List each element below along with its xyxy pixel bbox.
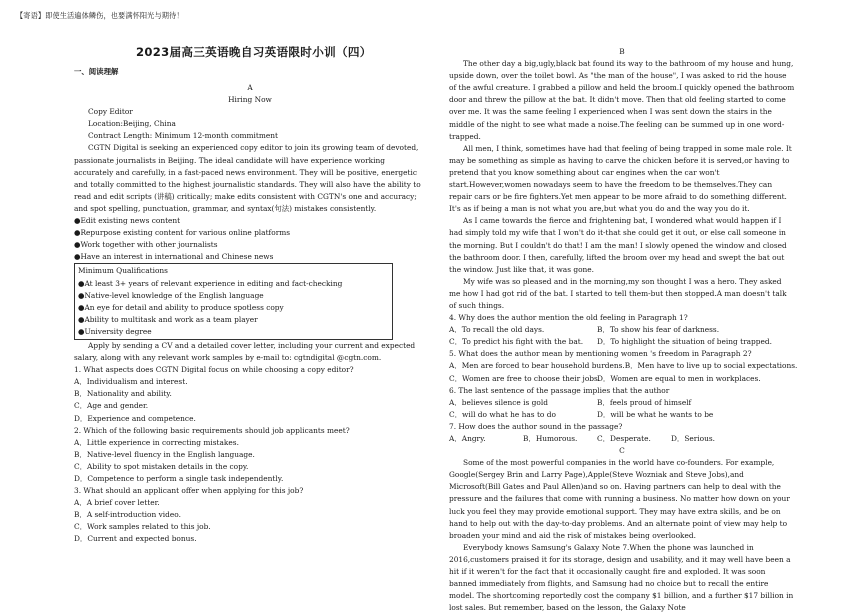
duty-item: ●Edit existing news content — [74, 216, 181, 226]
passage-b — [449, 46, 798, 614]
qualifications-title: Minimum Qualifications — [78, 266, 168, 276]
option: A．believes silence is gold — [449, 397, 548, 407]
section-heading: 一、阅读理解 — [74, 67, 119, 76]
page-title: 2023届高三英语晚自习英语限时小训（四） — [136, 45, 372, 59]
question-7 — [449, 421, 795, 445]
question-5 — [449, 348, 798, 384]
question-6 — [449, 385, 795, 421]
option: C．Desperate. — [597, 434, 651, 443]
option-row — [449, 324, 795, 336]
option: D．Experience and competence. — [74, 413, 196, 423]
duty-item: ●Have an interest in international and Chinese news — [74, 252, 274, 262]
duty-item: ●Work together with other journalists — [74, 240, 218, 250]
option-row — [449, 409, 795, 421]
question-stem: 7. How does the author sound in the passage? — [449, 421, 623, 431]
passage-b-paragraph: As I came towards the fierce and frightening bat, I wondered what would happen if I had simply told my wife that I won't do it-that she could get it out, or else call someone in the morning. But I couldn't do that! I am the man! I slowly opened the window and closed the bathroom door. I then, carefully, lifted the broom over my head and swept the bat out the window. Just like that, it was gone. — [449, 216, 787, 274]
question-stem: 6. The last sentence of the passage implies that the author — [449, 385, 670, 395]
option-row — [449, 397, 795, 409]
option-row — [449, 336, 795, 348]
option: A．Men are forced to bear household burdens. — [449, 361, 625, 371]
question-stem: 5. What does the author mean by mentioning women 's freedom in Paragraph 2? — [449, 349, 752, 359]
option: B．A self-introduction video. — [74, 510, 181, 520]
question-stem: 2. Which of the following basic requirements should job applicants meet? — [74, 425, 350, 435]
question-stem: 1. What aspects does CGTN Digital focus on while choosing a copy editor? — [74, 365, 354, 375]
option-row — [449, 360, 798, 372]
passage-b-label: B — [619, 47, 625, 56]
passage-a — [74, 82, 426, 546]
option: B．feels proud of himself — [597, 397, 692, 407]
question-stem: 4. Why does the author mention the old feeling in Paragraph 1? — [449, 313, 688, 323]
option: C．will do what he has to do — [449, 409, 556, 419]
header-note: 【寄语】即使生活遍体鳞伤，也要满怀阳光与期待！ — [16, 11, 184, 20]
passage-c-paragraph: Some of the most powerful companies in the world have co-founders. For example, Google(Sergey Brin and Larry Page),Apple(Steve Wozniak and Steve Jobs),and Microsoft(Bill Gates and Paul Allen)and so on. Having partners can help to deal with the pressure and the failures that come with running a business. No matter how down on your luck you feel they may provide emotional support. They may have extra skills, and be on hand to help out with the day-to-day problems. And an alternate point of view may help to broaden your mind and aid the risk of mistakes being overlooked. — [449, 458, 790, 540]
option: B．Nationality and ability. — [74, 389, 172, 399]
question-1 — [74, 364, 426, 424]
option: D．will be what he wants to be — [597, 409, 714, 419]
option: D．Competence to perform a single task independently. — [74, 474, 284, 483]
passage-a-label: A — [247, 83, 253, 92]
option: A．Little experience in correcting mistakes. — [74, 437, 239, 447]
option: A．Individualism and interest. — [74, 377, 188, 387]
qualifications-box — [74, 263, 393, 340]
option-row — [449, 433, 795, 445]
passage-a-heading: Hiring Now — [228, 95, 272, 105]
option: B．Men have to live up to social expectations. — [624, 361, 798, 371]
duty-item: ●Repurpose existing content for various online platforms — [74, 228, 291, 238]
option: D．Serious. — [671, 434, 716, 443]
option: A．To recall the old days. — [449, 325, 545, 335]
option: C．To predict his fight with the bat. — [449, 337, 584, 347]
location-line: Location:Beijing, China — [88, 119, 176, 129]
job-title-line: Copy Editor — [88, 107, 133, 117]
passage-a-intro: CGTN Digital is seeking an experienced copy editor to join its growing team of devoted, passionate journalists in Beijing. The ideal candidate will have experience working accurately and carefully, in a fast-paced news environment. They will be positive, energetic and totally committed to the highest journalistic standards. They will also have the ability to read and edit scripts (讲稿) critically; make edits consistent with CGTN's one and accuracy; and spot spelling, punctuation, grammar, and syntax(句法) mistakes consistently. — [74, 143, 421, 213]
option-row — [449, 373, 795, 385]
option: D．Women are equal to men in workplaces. — [597, 373, 761, 383]
option: B．Humorous. — [523, 434, 578, 443]
question-3 — [74, 485, 426, 545]
passage-c-paragraph: Everybody knows Samsung's Galaxy Note 7.When the phone was launched in 2016,customers praised it for its storage, design and usability, and it may well have been a hit if it weren't for the fact that it occasionally caught fire and exploded. It was soon banned immediately from flights, and Samsung had no choice but to recall the entire model. The shortcoming reportedly cost the company $1 billion, and a further $17 billion in lost sales. But remember, based on the lesson, the Galaxy Note — [449, 542, 794, 613]
passage-b-paragraph: My wife was so pleased and in the morning,my son thought I was a hero. They asked me how I had got rid of the bat. I started to tell them-but then stopped.A man doesn't talk of such things. — [449, 276, 787, 310]
option: C．Age and gender. — [74, 401, 149, 411]
qualification-item: ●Ability to multitask and work as a team player — [78, 314, 258, 324]
passage-b-paragraph: All men, I think, sometimes have had that feeling of being trapped in some male role. It may be something as simple as having to carve the chicken before it is served,or having to pretend that you know something about car engines when the car won't start.However,women nowadays seem to have the freedom to be themselves.They can repair cars or be fire fighters.Yet men appear to be more afraid to do something different. It's as if being a man is not what you are,but what you do and the way you do it. — [449, 143, 792, 214]
contract-line: Contract Length: Minimum 12-month commitment — [88, 131, 279, 141]
option: C．Women are free to choose their jobs. — [449, 373, 601, 383]
qualification-item: ●University degree — [78, 326, 152, 336]
passage-c — [449, 445, 795, 614]
question-4 — [449, 312, 795, 348]
question-stem: 3. What should an applicant offer when applying for this job? — [74, 486, 304, 496]
passage-c-label: C — [619, 446, 625, 456]
option: D．To highlight the situation of being trapped. — [597, 337, 772, 347]
option: B．Native-level fluency in the English language. — [74, 449, 255, 459]
apply-instructions: Apply by sending a CV and a detailed cover letter, including your current and expected salary, along with any relevant work samples by e-mail to: cgtndigital @cgtn.com. — [74, 340, 416, 363]
option: A．A brief cover letter. — [74, 498, 160, 508]
option: A．Angry. — [449, 434, 486, 443]
passage-b-paragraph: The other day a big,ugly,black bat found its way to the bathroom of my house and hung, upside down, over the toilet bowl. As "the man of the house", I was asked to rid the house of the awful creature. I grabbed a pillow and held the broom.I quickly opened the bathroom door and threw the pillow at the bat. It didn't move. Then that old feeling started to come over me. It was the same feeling I experienced when I was sent down the stairs in the middle of the night to see what made a noise.The feeling can be summed up in one word-trapped. — [449, 59, 795, 141]
qualification-item: ●At least 3+ years of relevant experience in editing and fact-checking — [78, 278, 343, 288]
question-2 — [74, 425, 426, 485]
qualification-item: ●Native-level knowledge of the English language — [78, 290, 264, 300]
option: C．Work samples related to this job. — [74, 522, 211, 532]
option: D．Current and expected bonus. — [74, 534, 197, 544]
option: B．To show his fear of darkness. — [597, 325, 720, 335]
qualification-item: ●An eye for detail and ability to produce spotless copy — [78, 302, 284, 312]
option: C．Ability to spot mistaken details in the copy. — [74, 461, 249, 471]
